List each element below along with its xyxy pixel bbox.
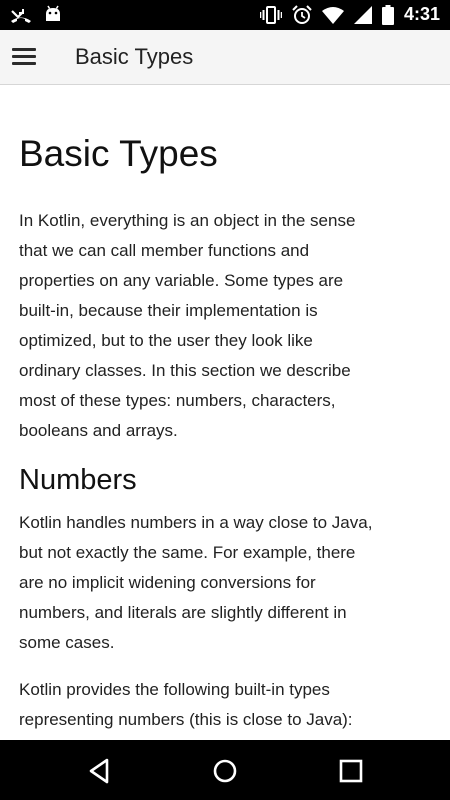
status-time: 4:31 (403, 4, 440, 24)
hamburger-menu-icon[interactable] (10, 44, 40, 70)
back-icon[interactable] (85, 756, 115, 786)
intro-paragraph: In Kotlin, everything is an object in the sense that we can call member functions and properties on any variable. Some types are built-in, because their implementation is optimized, but to the user they look like ordinary classes. In this section we describe most of these types: numbers, characters, booleans and arrays. (19, 211, 356, 440)
missed-call-icon (10, 5, 32, 23)
article-body (0, 132, 398, 735)
alarm-icon (292, 5, 312, 25)
page-title: Basic Types (19, 133, 218, 174)
status-left (10, 5, 62, 23)
vibrate-icon (260, 5, 282, 25)
navigation-bar (0, 740, 450, 800)
recents-icon[interactable] (336, 756, 366, 786)
app-bar (0, 30, 450, 85)
status-bar (0, 0, 450, 30)
numbers-paragraph-2: Kotlin provides the following built-in types representing numbers (this is close to Java): (19, 680, 353, 729)
article-content[interactable] (0, 85, 450, 740)
numbers-heading: Numbers (19, 464, 137, 496)
numbers-paragraph-1: Kotlin handles numbers in a way close to Java, but not exactly the same. For example, there are no implicit widening conversions for numbers, and literals are slightly different in some cases. (19, 513, 373, 652)
android-icon (44, 5, 62, 23)
wifi-icon (322, 6, 344, 24)
cellular-icon (354, 6, 372, 24)
home-icon[interactable] (210, 756, 240, 786)
battery-icon (382, 5, 394, 25)
app-bar-title: Basic Types (75, 44, 194, 69)
status-right (260, 4, 440, 25)
